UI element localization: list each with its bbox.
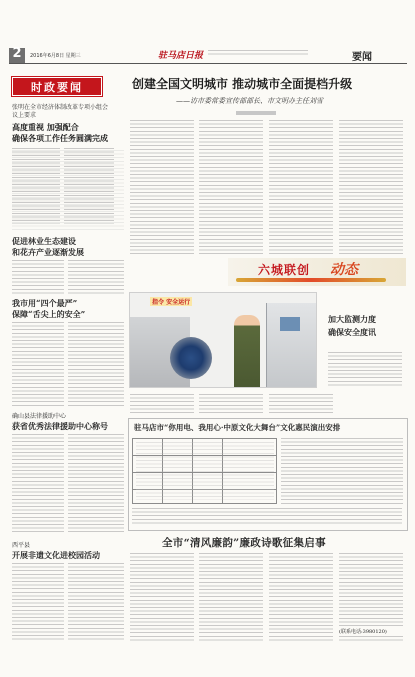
sidebar-article2-title-line1: 促进林业生态建设 [12,236,76,246]
photo-caption-title-line1: 加大监测力度 [328,314,376,324]
lead-body-col4 [339,120,403,255]
left-bottom2-body-col2 [68,563,124,641]
header-fine-print [208,50,308,56]
photo-cabinet-right [266,303,317,388]
date-line: 2016年6月8日 星期三 [30,53,81,59]
middle-left-body-col2 [68,322,124,406]
poetry-contact: (联系电话:3980120) [339,629,387,635]
page-number: 2 [12,46,22,61]
sidebar-article2-title-line2: 和花卉产业逐渐发展 [12,247,84,257]
culture-schedule-cells [136,442,274,500]
banner-graphic-swoosh [236,278,386,282]
culture-body [281,438,403,504]
sidebar-article2-body-col2 [68,260,124,296]
center-body-col1 [130,394,194,414]
left-bottom2-title: 开展非遗文化进校园活动 [12,550,100,560]
photo-soldier [234,315,260,388]
photo-panel [280,317,300,331]
photo-caption-title-line2: 确保安全度讯 [328,327,376,337]
photo-sign-text: 指令 安全运行 [152,299,191,306]
sidebar-article1-title-line2: 确保各项工作任务圆满完成 [12,133,108,143]
photo [129,292,317,388]
center-body-col3 [269,394,333,414]
masthead-rule [9,63,407,64]
lead-subhead: ——访市委常委宣传部部长、市文明办主任刘雪 [176,97,323,105]
left-bottom-title: 获省优秀法律援助中心称号 [12,421,108,431]
lead-body-col1 [130,120,194,255]
left-bottom-body-col2 [68,434,124,534]
banner-graphic-text-left: 六城联创 [258,263,311,277]
poetry-body-col1 [130,553,194,643]
middle-left-body-col1 [12,322,64,406]
center-body-col2 [199,394,263,414]
lead-headline: 创建全国文明城市 推动城市全面提档升级 [132,77,353,91]
lead-body-col3 [269,120,333,255]
sidebar-article1-title-line1: 高度重视 加强配合 [12,122,79,132]
poetry-body-col3 [269,553,333,643]
photo-machinery [170,337,212,379]
left-bottom-kicker: 确山县法律援助中心 [12,413,67,420]
sidebar-banner-text: 时政要闻 [31,81,83,94]
middle-left-title-line2: 保障“舌尖上的安全” [12,309,86,319]
middle-left-title-line1: 我市用“四个最严” [12,298,78,308]
left-bottom2-body-col1 [12,563,64,641]
lead-body-col2 [199,120,263,255]
sidebar-article1-body-wide [12,150,124,232]
sidebar-article2-body [12,260,64,296]
poetry-body-col2 [199,553,263,643]
photo-caption-body [328,352,402,388]
section-title: 要闻 [352,52,372,63]
culture-headline: 驻马店市“你用电、我用心·中原文化大舞台”文化惠民演出安排 [134,423,341,432]
poetry-body-col4 [339,553,403,627]
poetry-signoff [339,636,403,643]
left-bottom-body-col1 [12,434,64,534]
culture-footer [132,508,402,526]
lead-byline [236,111,276,115]
left-bottom2-kicker: 西平县 [12,542,31,549]
poetry-headline: 全市“清风廉韵”廉政诗歌征集启事 [162,537,326,549]
paper-name: 驻马店日报 [158,51,204,61]
banner-graphic-text-right: 动态 [330,262,358,278]
sidebar-article1-kicker: 张明在全市经济体制改革专项小组会议上要求 [12,104,109,119]
